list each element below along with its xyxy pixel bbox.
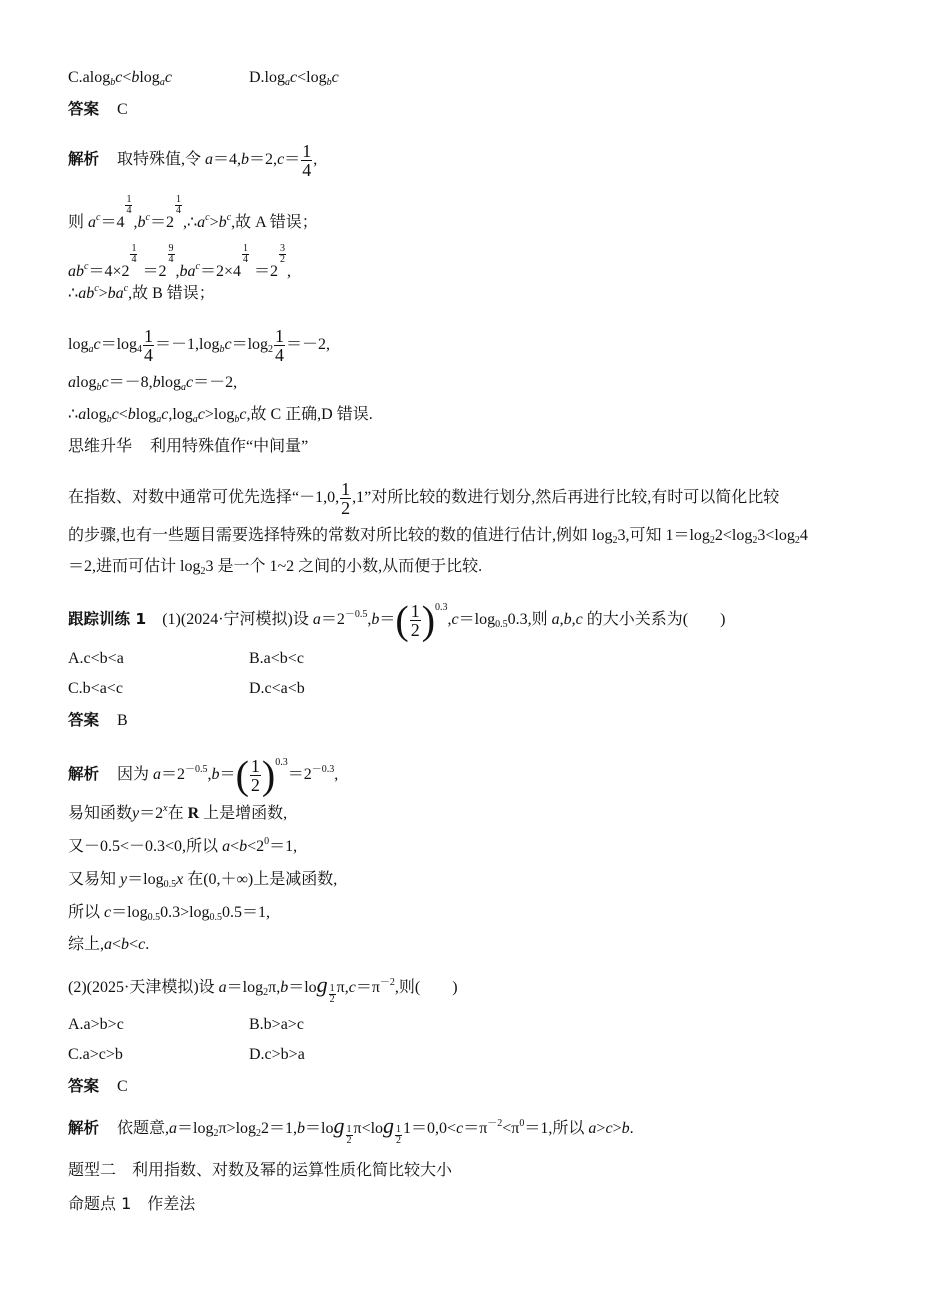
track-label: 跟踪训练 1 <box>68 610 147 629</box>
option-c: C.alog$_b$c<blog$_a$c <box>68 69 172 88</box>
option-c: C.a>c>b <box>68 1046 123 1063</box>
analysis-label: 解析 <box>68 150 100 169</box>
question-2: (2)(2025·天津模拟)设 $a=\log_2\pi,b=\log$ $\frac{1}{2}$ $\pi,c=\pi^{-2}$,则( ) <box>68 972 458 1005</box>
answer-row-2: 答案 B <box>68 711 128 729</box>
analysis2-line-6: 综上,a<b<c. <box>68 936 150 953</box>
analysis-line-4: $\therefore ab^c>ba^c$,故 B 错误； <box>68 283 215 302</box>
option-c-d-row <box>68 67 339 89</box>
option-b: B.b>a>c <box>249 1016 304 1033</box>
track-options-row-2 <box>68 678 305 700</box>
answer-row-1 <box>68 98 128 121</box>
fraction: $\frac{1}{4}$ <box>302 141 312 180</box>
analysis-line-6: alog$_b$c＝－8,blog$_a$c＝－2, <box>68 374 238 393</box>
analysis2-line-5: 所以 $c=\log_{0.5}0.3>\log_{0.5}0.5=1$, <box>68 904 271 923</box>
analysis-row-1: 解析 取特殊值,令 a＝4,b＝2,c＝ $\frac{1}{4}$ , <box>68 141 318 180</box>
analysis-row-2: 解析 因为 $a=2^{-0.5},b=$( $\frac{1}{2}$ )$^{0.3}=2^{-0.3}$, <box>68 752 339 798</box>
analysis-line-5: $\log_ac=\log_4$ $\frac{1}{4}$ $=-1,\log_bc=\log_2$ $\frac{1}{4}$ ＝－2, <box>68 326 331 365</box>
answer-label: 答案 <box>68 100 100 118</box>
analysis-line-3: $ab^c=4\times 2$ $\frac{1}{4}$ ＝2 $\frac{9}{4}$ $,ba^c=2\times 4$ $\frac{1}{4}$ ＝2 $\frac{3}{2}$ , <box>68 243 291 280</box>
answer-row-3: 答案 C <box>68 1077 128 1095</box>
option-c: C.b<a<c <box>68 680 123 697</box>
analysis-row-3: 解析 依题意$,a=\log_2\pi>\log_22=1,b=\log$ $\frac{1}{2}$ π<log $\frac{1}{2}$ $1=0,0<c=\pi^{-2}<\pi^0=1$,所以 a>c>b. <box>68 1113 634 1146</box>
thinking-para-3: ＝2,进而可估计 $\log_23$ 是一个 1~2 之间的小数,从而便于比较. <box>68 558 483 577</box>
thinking-title-row <box>68 436 308 458</box>
track-options-row-1 <box>68 648 304 670</box>
analysis2-line-3: 又－0.5<－0.3<0,所以 $a<b<2^0=1$, <box>68 836 298 855</box>
analysis2-line-2: 易知函数$y=2^x$在 R 上是增函数, <box>68 803 288 822</box>
track-question: 跟踪训练 1 (1)(2024·宁河模拟)设 $a=2^{-0.5},b=$( $\frac{1}{2}$ )$^{0.3},c=\log_{0.5}0.3$,则 a,b,c 的大小关系为( ) <box>68 597 726 643</box>
option-d: D.c<a<b <box>249 680 305 697</box>
thinking-para-2: 的步骤,也有一些题目需要选择特殊的常数对所比较的数的值进行估计,例如 $\log_23$,可知 $1=\log_22<\log_23<\log_24$ <box>68 527 808 546</box>
answer-value: C <box>117 101 128 118</box>
section-heading-type2: 题型二 利用指数、对数及幂的运算性质化简比较大小 <box>68 1160 453 1179</box>
q2-options-row-1 <box>68 1014 304 1036</box>
option-a: A.a>b>c <box>68 1016 124 1033</box>
analysis-line-7: $\therefore alog_bc<blog_ac,\log_ac>\log_bc$,故 C 正确,D 错误. <box>68 406 373 425</box>
subsection-heading-point1: 命题点 1 作差法 <box>68 1194 196 1213</box>
analysis-text: 取特殊值,令 <box>117 151 202 169</box>
thinking-para-1: 在指数、对数中通常可优先选择“－1,0, $\frac{1}{2}$ ,1”对所比较的数进行划分,然后再进行比较,有时可以简化比较 <box>68 479 780 518</box>
option-d: D.c>b>a <box>249 1046 305 1063</box>
option-b: B.a<b<c <box>249 650 304 667</box>
thinking-label: 思维升华 <box>68 438 133 455</box>
analysis2-line-4: 又易知 $y=\log_{0.5}x$ 在(0,＋∞)上是减函数, <box>68 871 338 890</box>
thinking-title: 利用特殊值作“中间量” <box>150 438 309 455</box>
option-d: $D.\log_ac<\log_bc$ <box>249 69 339 88</box>
q2-options-row-2 <box>68 1044 305 1066</box>
analysis-line-2: 则 $a^c=4$ $\frac{1}{4}$ $,b^c=2$ $\frac{1}{4}$ $,\therefore a^c>b^c$,故 A 错误； <box>68 194 318 231</box>
option-a: A.c<b<a <box>68 650 124 667</box>
